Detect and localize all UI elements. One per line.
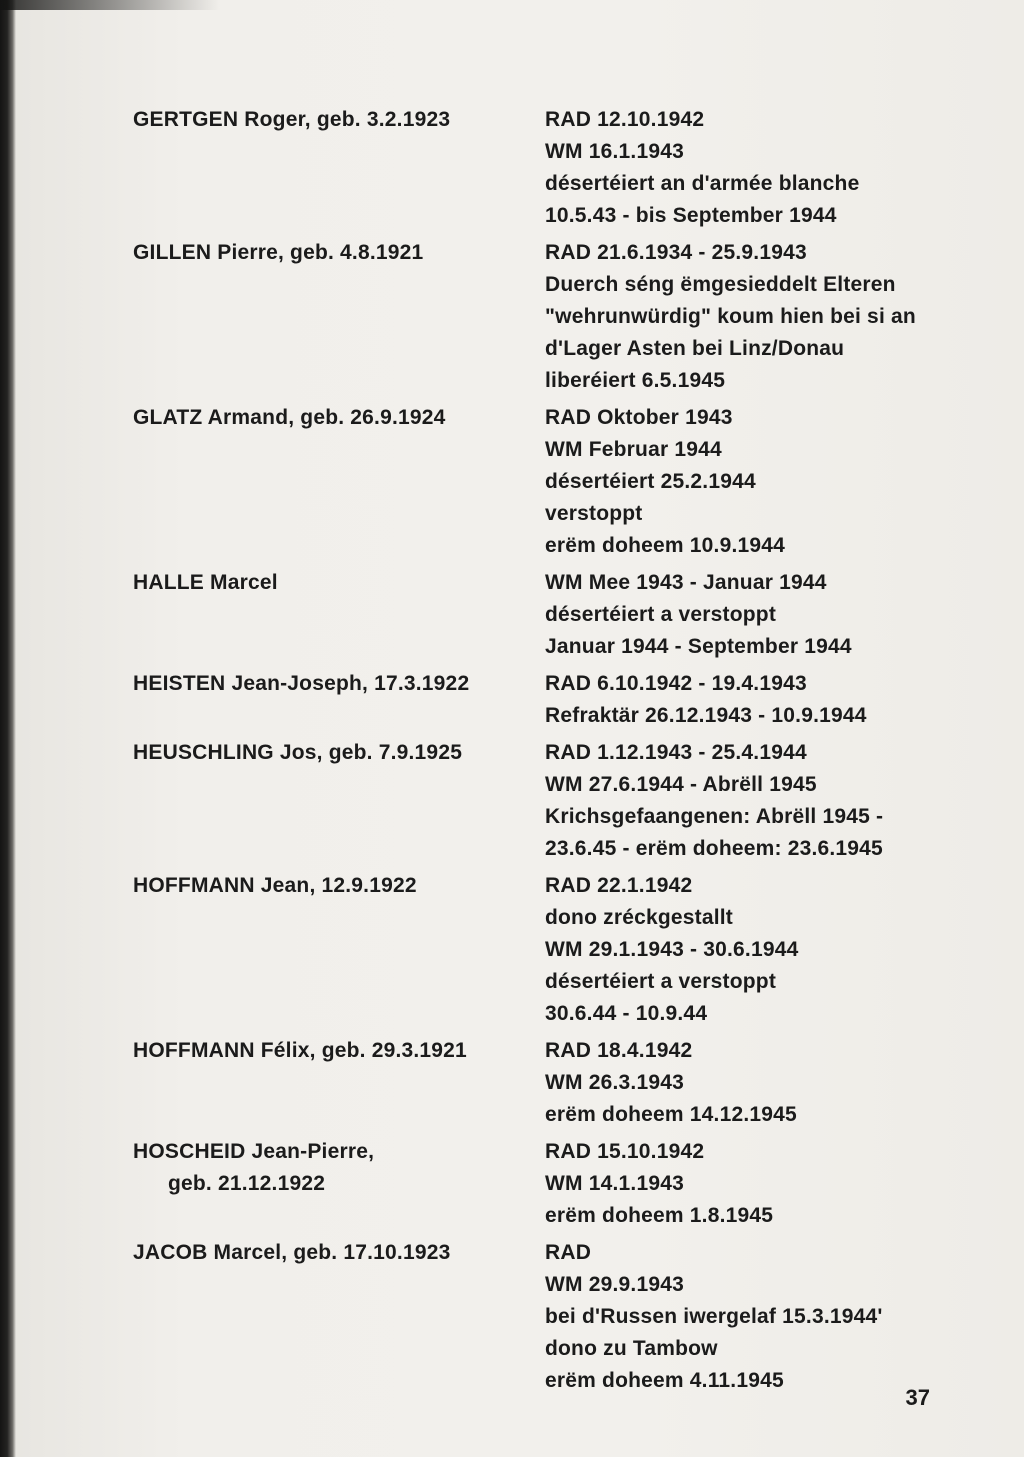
entry-details <box>545 402 953 562</box>
entry <box>133 402 953 562</box>
entry-name-line: HEISTEN Jean-Joseph, 17.3.1922 <box>133 672 470 695</box>
page-number: 37 <box>905 1385 930 1410</box>
entry-detail-line: dono zréckgestallt <box>545 906 733 929</box>
entry-detail-line: 30.6.44 - 10.9.44 <box>545 1002 708 1025</box>
entry-name <box>133 668 545 700</box>
entry-detail-line: RAD 12.10.1942 <box>545 108 705 131</box>
entry <box>133 104 953 232</box>
entry-name <box>133 1035 545 1067</box>
entry-detail-line: RAD 15.10.1942 <box>545 1140 705 1163</box>
entry-detail-line: RAD <box>545 1241 592 1264</box>
entry-detail-line: RAD Oktober 1943 <box>545 406 733 429</box>
entry-detail-line: d'Lager Asten bei Linz/Donau <box>545 337 845 360</box>
entry-details <box>545 1035 953 1131</box>
entry <box>133 870 953 1030</box>
entry-detail-line: Januar 1944 - September 1944 <box>545 635 852 658</box>
entries-list <box>133 104 953 1402</box>
entry-name <box>133 402 545 434</box>
entry <box>133 1035 953 1131</box>
entry-detail-line: Duerch séng ëmgesieddelt Elteren <box>545 273 896 296</box>
entry-name-line: HOSCHEID Jean-Pierre, <box>133 1140 375 1163</box>
entry-detail-line: désertéiert a verstoppt <box>545 603 777 626</box>
entry-name <box>133 104 545 136</box>
entry-detail-line: désertéiert 25.2.1944 <box>545 470 756 493</box>
entry-detail-line: 23.6.45 - erëm doheem: 23.6.1945 <box>545 837 883 860</box>
entry-detail-line: WM 29.9.1943 <box>545 1273 684 1296</box>
entry-detail-line: erëm doheem 10.9.1944 <box>545 534 786 557</box>
entry-name-line: HOFFMANN Félix, geb. 29.3.1921 <box>133 1039 467 1062</box>
entry-detail-line: erëm doheem 1.8.1945 <box>545 1204 774 1227</box>
entry <box>133 737 953 865</box>
entry-details <box>545 567 953 663</box>
entry <box>133 1237 953 1397</box>
entry-name <box>133 870 545 902</box>
entry-details <box>545 104 953 232</box>
entry-name <box>133 237 545 269</box>
entry-name-line: HOFFMANN Jean, 12.9.1922 <box>133 874 417 897</box>
entry <box>133 668 953 732</box>
entry-detail-line: désertéiert a verstoppt <box>545 970 777 993</box>
entry-detail-line: RAD 1.12.1943 - 25.4.1944 <box>545 741 807 764</box>
entry-detail-line: WM 27.6.1944 - Abrëll 1945 <box>545 773 817 796</box>
entry-detail-line: RAD 6.10.1942 - 19.4.1943 <box>545 672 807 695</box>
entry-detail-line: WM Februar 1944 <box>545 438 722 461</box>
entry-detail-line: WM Mee 1943 - Januar 1944 <box>545 571 827 594</box>
entry-detail-line: verstoppt <box>545 502 643 525</box>
entry-details <box>545 1237 953 1397</box>
entry-name <box>133 1136 545 1200</box>
entry-name <box>133 1237 545 1269</box>
entry-detail-line: bei d'Russen iwergelaf 15.3.1944' <box>545 1305 883 1328</box>
entry-detail-line: liberéiert 6.5.1945 <box>545 369 726 392</box>
entry-detail-line: désertéiert an d'armée blanche <box>545 172 860 195</box>
book-spine-shadow <box>0 0 16 1457</box>
entry-detail-line: erëm doheem 14.12.1945 <box>545 1103 797 1126</box>
entry <box>133 1136 953 1232</box>
entry-detail-line: 10.5.43 - bis September 1944 <box>545 204 837 227</box>
entry-name-line: GERTGEN Roger, geb. 3.2.1923 <box>133 108 451 131</box>
entry <box>133 237 953 397</box>
entry-details <box>545 737 953 865</box>
entry-details <box>545 237 953 397</box>
entry-name-line: HALLE Marcel <box>133 571 278 594</box>
entry-name-line: GILLEN Pierre, geb. 4.8.1921 <box>133 241 424 264</box>
entry-detail-line: RAD 22.1.1942 <box>545 874 693 897</box>
entry-detail-line: "wehrunwürdig" koum hien bei si an <box>545 305 916 328</box>
entry <box>133 567 953 663</box>
entry-detail-line: WM 16.1.1943 <box>545 140 684 163</box>
entry-name <box>133 567 545 599</box>
entry-detail-line: dono zu Tambow <box>545 1337 718 1360</box>
entry-detail-line: WM 29.1.1943 - 30.6.1944 <box>545 938 799 961</box>
entry-name-line: geb. 21.12.1922 <box>168 1172 326 1195</box>
entry-detail-line: WM 26.3.1943 <box>545 1071 684 1094</box>
entry-name-line: HEUSCHLING Jos, geb. 7.9.1925 <box>133 741 463 764</box>
scan-edge-shadow <box>0 0 220 10</box>
entry-name-line: GLATZ Armand, geb. 26.9.1924 <box>133 406 446 429</box>
entry-details <box>545 870 953 1030</box>
entry-detail-line: WM 14.1.1943 <box>545 1172 684 1195</box>
entry-name <box>133 737 545 769</box>
entry-name-line: JACOB Marcel, geb. 17.10.1923 <box>133 1241 451 1264</box>
entry-detail-line: RAD 21.6.1934 - 25.9.1943 <box>545 241 807 264</box>
entry-detail-line: erëm doheem 4.11.1945 <box>545 1369 784 1392</box>
entry-detail-line: RAD 18.4.1942 <box>545 1039 693 1062</box>
entry-details <box>545 668 953 732</box>
entry-details <box>545 1136 953 1232</box>
entry-detail-line: Refraktär 26.12.1943 - 10.9.1944 <box>545 704 867 727</box>
entry-detail-line: Krichsgefaangenen: Abrëll 1945 - <box>545 805 884 828</box>
